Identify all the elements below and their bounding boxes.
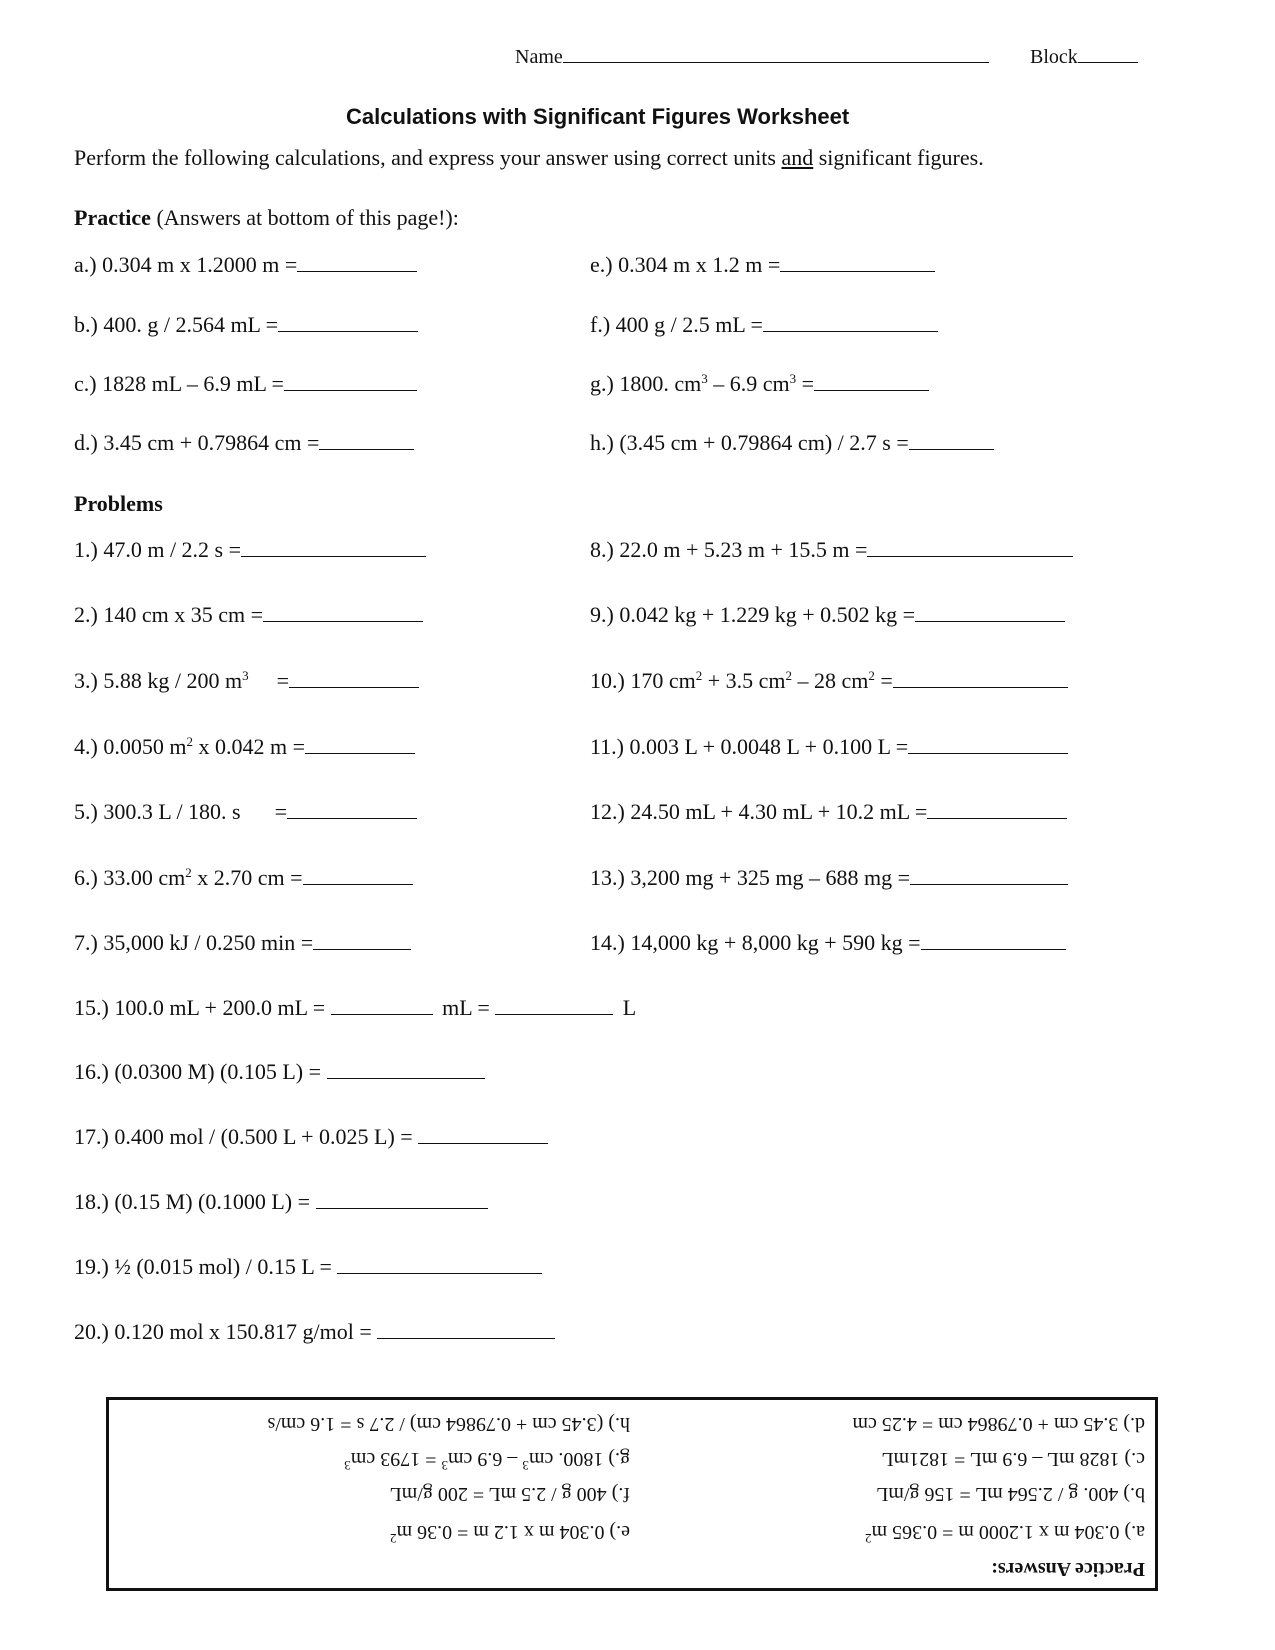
answer-blank[interactable] bbox=[867, 538, 1073, 557]
answer-blank[interactable] bbox=[337, 1255, 542, 1274]
instructions bbox=[74, 145, 984, 171]
answer-d: d.) 3.45 cm + 0.79864 cm = 4.25 cm bbox=[852, 1413, 1145, 1435]
answer-blank-ml[interactable] bbox=[331, 996, 433, 1015]
answer-blank[interactable] bbox=[278, 313, 418, 332]
practice-heading bbox=[74, 205, 459, 231]
problem-13: 13.) 3,200 mg + 325 mg – 688 mg = bbox=[590, 865, 1068, 891]
problem-18: 18.) (0.15 M) (0.1000 L) = bbox=[74, 1189, 488, 1215]
practice-h: h.) (3.45 cm + 0.79864 cm) / 2.7 s = bbox=[590, 430, 994, 456]
instructions-and: and bbox=[781, 145, 814, 170]
practice-e: e.) 0.304 m x 1.2 m = bbox=[590, 252, 935, 278]
problem-20: 20.) 0.120 mol x 150.817 g/mol = bbox=[74, 1319, 555, 1345]
problem-2: 2.) 140 cm x 35 cm = bbox=[74, 602, 423, 628]
practice-a: a.) 0.304 m x 1.2000 m = bbox=[74, 252, 417, 278]
answer-blank[interactable] bbox=[763, 313, 938, 332]
answer-blank[interactable] bbox=[780, 253, 935, 272]
answer-blank[interactable] bbox=[241, 538, 426, 557]
instructions-before: Perform the following calculations, and express your answer using correct units bbox=[74, 145, 782, 170]
problem-9: 9.) 0.042 kg + 1.229 kg + 0.502 kg = bbox=[590, 602, 1065, 628]
answer-blank[interactable] bbox=[319, 431, 414, 450]
problem-19: 19.) ½ (0.015 mol) / 0.15 L = bbox=[74, 1254, 542, 1280]
problem-1: 1.) 47.0 m / 2.2 s = bbox=[74, 537, 426, 563]
practice-answers-box bbox=[106, 1397, 1158, 1591]
block-field bbox=[1030, 44, 1138, 70]
practice-b: b.) 400. g / 2.564 mL = bbox=[74, 312, 418, 338]
practice-d: d.) 3.45 cm + 0.79864 cm = bbox=[74, 430, 414, 456]
answer-c: c.) 1828 mL – 6.9 mL = 1821mL bbox=[881, 1448, 1145, 1470]
answer-f: f.) 400 g / 2.5 mL = 200 g/mL bbox=[389, 1483, 630, 1505]
problem-14: 14.) 14,000 kg + 8,000 kg + 590 kg = bbox=[590, 930, 1066, 956]
answer-blank[interactable] bbox=[297, 253, 417, 272]
answer-b: b.) 400. g / 2.564 mL = 156 g/mL bbox=[876, 1483, 1145, 1505]
answer-blank[interactable] bbox=[284, 372, 417, 391]
answer-blank[interactable] bbox=[921, 931, 1066, 950]
answer-blank[interactable] bbox=[316, 1190, 488, 1209]
practice-note: (Answers at bottom of this page!): bbox=[150, 205, 459, 230]
block-label: Block bbox=[1030, 46, 1078, 68]
answer-blank[interactable] bbox=[305, 735, 415, 754]
problem-6: 6.) 33.00 $cm^2$ x 2.70 cm = bbox=[74, 865, 413, 891]
name-label: Name bbox=[515, 46, 563, 68]
problem-5: 5.) 300.3 L / 180. s = bbox=[74, 799, 417, 825]
answer-blank[interactable] bbox=[289, 669, 419, 688]
answer-blank[interactable] bbox=[908, 735, 1068, 754]
problem-10: 10.) 170 $cm^2 + 3.5$ $cm^2 - 28$ $cm^2$ = bbox=[590, 668, 1068, 694]
block-blank[interactable] bbox=[1078, 44, 1138, 63]
name-field bbox=[515, 44, 989, 70]
answer-blank[interactable] bbox=[263, 603, 423, 622]
practice-g: g.) 1800. $cm^3 - 6.9$ $cm^3$ = bbox=[590, 371, 929, 397]
problem-4: 4.) 0.0050 $m^2$ x 0.042 m = bbox=[74, 734, 415, 760]
answer-blank-l[interactable] bbox=[495, 996, 613, 1015]
answer-blank[interactable] bbox=[377, 1320, 555, 1339]
answer-blank[interactable] bbox=[814, 372, 929, 391]
practice-f: f.) 400 g / 2.5 mL = bbox=[590, 312, 938, 338]
problem-11: 11.) 0.003 L + 0.0048 L + 0.100 L = bbox=[590, 734, 1068, 760]
problem-17: 17.) 0.400 mol / (0.500 L + 0.025 L) = bbox=[74, 1124, 548, 1150]
answer-blank[interactable] bbox=[313, 931, 411, 950]
problem-15: 15.) 100.0 mL + 200.0 mL = mL = L bbox=[74, 995, 637, 1020]
problem-16: 16.) (0.0300 M) (0.105 L) = bbox=[74, 1059, 485, 1085]
answer-blank[interactable] bbox=[915, 603, 1065, 622]
answer-blank[interactable] bbox=[927, 800, 1067, 819]
practice-c: c.) 1828 mL – 6.9 mL = bbox=[74, 371, 417, 397]
problem-8: 8.) 22.0 m + 5.23 m + 15.5 m = bbox=[590, 537, 1073, 563]
practice-answers-rotated bbox=[109, 1400, 1155, 1588]
answer-blank[interactable] bbox=[418, 1125, 548, 1144]
answer-blank[interactable] bbox=[303, 866, 413, 885]
problem-7: 7.) 35,000 kJ / 0.250 min = bbox=[74, 930, 411, 956]
answer-blank[interactable] bbox=[287, 800, 417, 819]
name-blank[interactable] bbox=[563, 44, 989, 63]
problem-12: 12.) 24.50 mL + 4.30 mL + 10.2 mL = bbox=[590, 799, 1067, 825]
instructions-after: significant figures. bbox=[813, 145, 984, 170]
answer-h: h.) (3.45 cm + 0.79864 cm) / 2.7 s = 1.6 cm/s bbox=[267, 1413, 630, 1435]
answer-g: g.) 1800. $cm^3 - 6.9$ $cm^3 = 1793$ $cm^3$ bbox=[344, 1448, 630, 1473]
answers-heading: Practice Answers: bbox=[991, 1558, 1145, 1580]
page-title: Calculations with Significant Figures Worksheet bbox=[346, 104, 850, 129]
problem-3: 3.) 5.88 kg / 200 $m^3$ = bbox=[74, 668, 419, 694]
problems-heading: Problems bbox=[74, 491, 163, 516]
answer-blank[interactable] bbox=[327, 1060, 485, 1079]
answer-blank[interactable] bbox=[893, 669, 1068, 688]
answer-e: e.) 0.304 m x 1.2 m = 0.36 $m^2$ bbox=[390, 1521, 630, 1546]
answer-blank[interactable] bbox=[909, 431, 994, 450]
practice-heading-label: Practice bbox=[74, 205, 151, 230]
answer-blank[interactable] bbox=[910, 866, 1068, 885]
answer-a: a.) 0.304 m x 1.2000 m = 0.365 $m^2$ bbox=[865, 1521, 1145, 1546]
